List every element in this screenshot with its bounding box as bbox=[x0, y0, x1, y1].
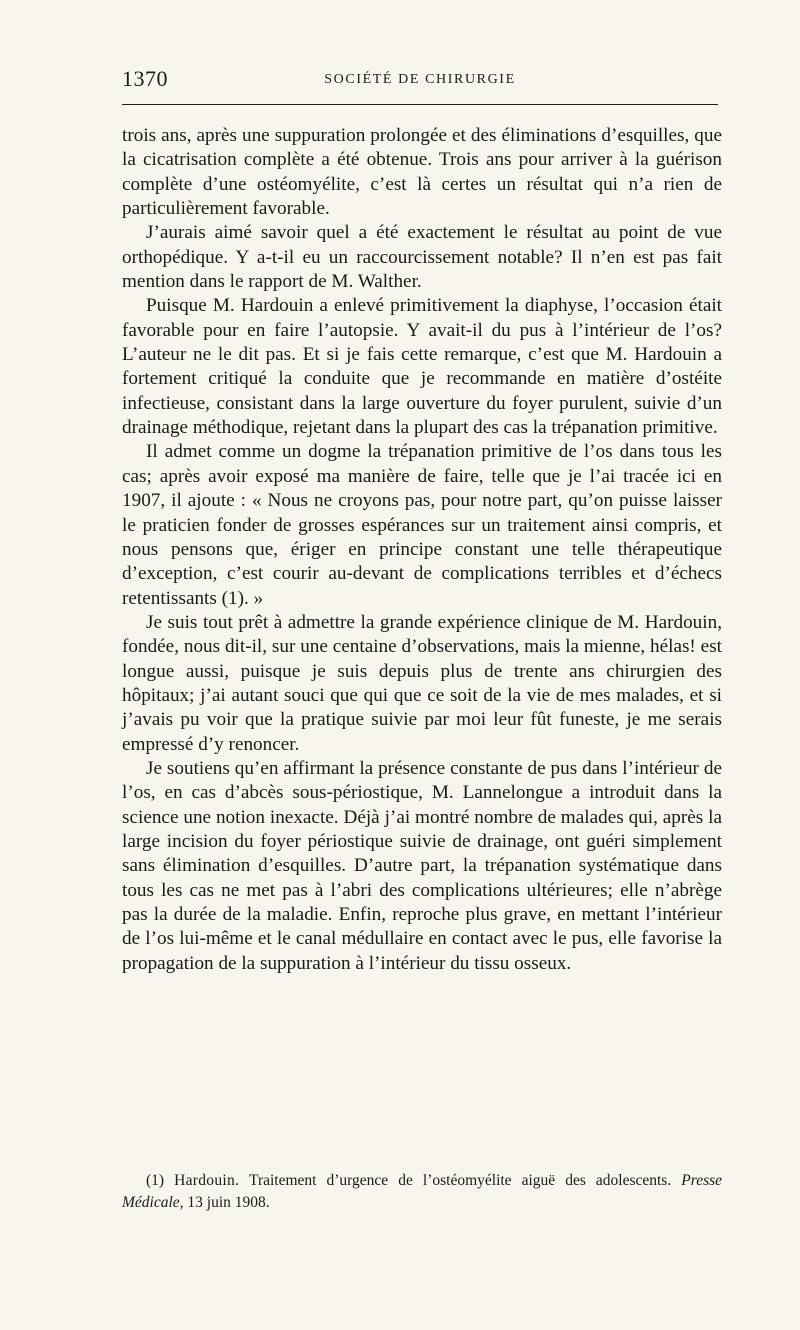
footnote-date: 13 juin 1908. bbox=[187, 1194, 270, 1211]
body-text bbox=[122, 124, 722, 976]
footnote-marker: (1) bbox=[146, 1172, 165, 1189]
header-rule bbox=[122, 104, 718, 105]
footnote-text bbox=[122, 1170, 722, 1214]
paragraph: J’aurais aimé savoir quel a été exactement le résultat au point de vue orthopédique. Y a-t-il eu un raccourcissement notable? Il n’en est pas fait mention dans le rapport de M. Walther. bbox=[122, 222, 722, 293]
running-head: SOCIÉTÉ DE CHIRURGIE bbox=[324, 72, 516, 87]
paragraph: trois ans, après une suppuration prolongée et des éliminations d’esquilles, que la cicatrisation complète a été obtenue. Trois ans pour arriver à la guérison complète d’une ostéomyélite, c’est là certes un résultat qui n’a rien de particulièrement favorable. bbox=[122, 125, 722, 220]
paragraph: Il admet comme un dogme la trépanation primitive de l’os dans tous les cas; après avoir exposé ma manière de faire, telle que je l’ai tracée ici en 1907, il ajoute : « Nous ne croyons pas, pour notre part, qu’on puisse laisser le praticien fonder de grosses espérances sur un traitement ainsi compris, et nous pensons que, ériger en principe constant une telle thérapeutique d’exception, c’est courir au-devant de complications terribles et d’échecs retentissants (1). » bbox=[122, 441, 722, 609]
paragraph: Puisque M. Hardouin a enlevé primitivement la diaphyse, l’occasion était favorable pour en faire l’autopsie. Y avait-il du pus à l’intérieur de l’os? L’auteur ne le dit pas. Et si je fais cette remarque, c’est que M. Hardouin a fortement critiqué la conduite que je recommande en matière d’ostéite infectieuse, consistant dans la large ouverture du foyer purulent, suivie d’un drainage méthodique, rejetant dans la plupart des cas la trépanation primitive. bbox=[122, 295, 722, 439]
footnote bbox=[122, 1170, 722, 1214]
paragraph: Je soutiens qu’en affirmant la présence constante de pus dans l’intérieur de l’os, en cas d’abcès sous-périostique, M. Lannelongue a introduit dans la science une notion inexacte. Déjà j’ai montré nombre de malades qui, après la large incision du foyer périostique suivie de drainage, ont guéri simplement sans élimination d’esquilles. D’autre part, la trépanation systématique dans tous les cas ne met pas à l’abri des complications ultérieures; elle n’abrège pas la durée de la maladie. Enfin, reproche plus grave, en mettant l’intérieur de l’os lui-même et le canal médullaire en contact avec le pus, elle favorise la propagation de la suppuration à l’intérieur du tissu osseux. bbox=[122, 757, 722, 974]
page-number: 1370 bbox=[122, 66, 168, 91]
footnote-journal: Presse Médicale, bbox=[122, 1172, 723, 1211]
page-header bbox=[122, 66, 718, 102]
paragraph: Je suis tout prêt à admettre la grande expérience clinique de M. Hardouin, fondée, nous dit-il, sur une centaine d’observations, mais la mienne, hélas! est longue aussi, puisque je suis depuis plus de trente ans chirurgien des hôpitaux; j’ai autant souci que qui que ce soit de la vie de mes malades, et si j’avais pu voir que la pratique suivie par moi leur fût funeste, je me serais empressé d’y renoncer. bbox=[122, 611, 722, 755]
footnote-author: Hardouin. bbox=[174, 1172, 240, 1189]
footnote-title: Traitement d’urgence de l’ostéomyélite aiguë des adolescents. bbox=[249, 1172, 672, 1189]
